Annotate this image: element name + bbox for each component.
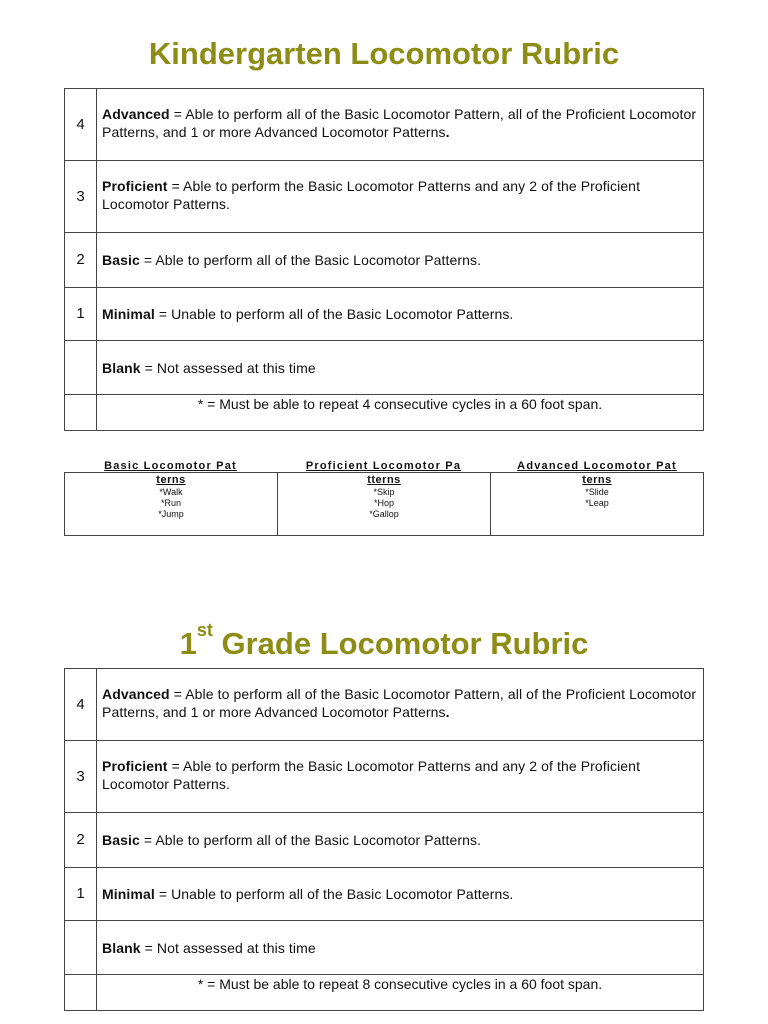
table-row	[65, 813, 704, 868]
table-row	[65, 395, 704, 431]
level-description	[97, 921, 704, 975]
table-row	[65, 288, 704, 341]
list-item: *Run	[160, 498, 181, 508]
level-name: Advanced	[102, 686, 170, 702]
title-superscript: st	[196, 620, 213, 640]
table-row	[65, 868, 704, 921]
score-cell: 3	[65, 161, 97, 233]
level-name: Blank	[102, 359, 141, 376]
table-row	[65, 341, 704, 395]
pattern-heading-proficient-cont: tterns	[367, 474, 401, 486]
table-row	[65, 741, 704, 813]
score-cell-empty	[65, 975, 97, 1011]
table-row	[65, 975, 704, 1011]
level-text: = Able to perform all of the Basic Locomotor Pattern, all of the Proficient Locomotor Patterns, and 1 or more Advanced Locomotor Patterns	[102, 686, 697, 720]
list-item: *Skip	[373, 487, 395, 497]
level-text-end: .	[445, 704, 450, 720]
score-cell: 3	[65, 741, 97, 813]
pattern-heading-proficient: Proficient Locomotor Pa	[305, 460, 462, 472]
score-cell: 4	[65, 89, 97, 161]
footnote: * = Must be able to repeat 4 consecutive cycles in a 60 foot span.	[97, 395, 704, 431]
footnote: * = Must be able to repeat 8 consecutive cycles in a 60 foot span.	[97, 975, 704, 1011]
rubric-table-first-grade	[64, 668, 704, 1011]
level-text: = Able to perform the Basic Locomotor Patterns and any 2 of the Proficient Locomotor Patterns.	[102, 758, 641, 792]
level-description	[97, 288, 704, 341]
level-description	[97, 868, 704, 921]
level-description	[97, 669, 704, 741]
level-description	[97, 341, 704, 395]
score-cell: 1	[65, 288, 97, 341]
level-name: Blank	[102, 939, 141, 956]
list-item: *Walk	[159, 487, 183, 497]
table-row	[65, 921, 704, 975]
pattern-heading-advanced-cont: terns	[582, 474, 612, 486]
pattern-column-advanced	[491, 473, 703, 535]
table-row	[65, 161, 704, 233]
level-text-end: .	[445, 124, 450, 140]
rubric-table-kindergarten	[64, 88, 704, 431]
locomotor-patterns-table	[64, 472, 704, 536]
level-text: = Unable to perform all of the Basic Locomotor Patterns.	[154, 886, 514, 902]
score-cell: 2	[65, 233, 97, 288]
pattern-column-proficient	[278, 473, 491, 535]
table-row	[65, 669, 704, 741]
title-rest: Grade Locomotor Rubric	[212, 626, 589, 661]
level-description	[97, 161, 704, 233]
table-row	[65, 233, 704, 288]
score-cell	[65, 341, 97, 395]
level-text: = Able to perform all of the Basic Locomotor Patterns.	[139, 252, 482, 268]
level-name: Proficient	[102, 178, 168, 194]
level-name: Advanced	[102, 106, 170, 122]
pattern-column-basic	[65, 473, 278, 535]
list-item: *Hop	[373, 498, 394, 508]
list-item: *Slide	[585, 487, 609, 497]
table-row	[65, 89, 704, 161]
score-cell: 4	[65, 669, 97, 741]
level-text: = Not assessed at this time	[140, 939, 316, 956]
level-name: Proficient	[102, 758, 168, 774]
level-text: = Able to perform the Basic Locomotor Patterns and any 2 of the Proficient Locomotor Patterns.	[102, 178, 641, 212]
level-name: Minimal	[102, 306, 155, 322]
level-description	[97, 89, 704, 161]
score-cell: 1	[65, 868, 97, 921]
level-name: Basic	[102, 252, 140, 268]
list-item: *Leap	[585, 498, 609, 508]
pattern-heading-advanced: Advanced Locomotor Pat	[517, 460, 677, 472]
level-text: = Able to perform all of the Basic Locomotor Patterns.	[139, 832, 482, 848]
title-number: 1	[179, 626, 197, 661]
page-title-first-grade	[0, 620, 768, 662]
score-cell: 2	[65, 813, 97, 868]
level-text: = Not assessed at this time	[140, 359, 316, 376]
level-description	[97, 813, 704, 868]
list-item: *Jump	[158, 509, 184, 519]
level-name: Basic	[102, 832, 140, 848]
level-name: Minimal	[102, 886, 155, 902]
list-item: *Gallop	[369, 509, 399, 519]
pattern-heading-basic: Basic Locomotor Pat	[104, 460, 237, 472]
level-text: = Able to perform all of the Basic Locomotor Pattern, all of the Proficient Locomotor Patterns, and 1 or more Advanced Locomotor Patterns	[102, 106, 697, 140]
level-description	[97, 233, 704, 288]
level-description	[97, 741, 704, 813]
level-text: = Unable to perform all of the Basic Locomotor Patterns.	[154, 306, 514, 322]
score-cell	[65, 921, 97, 975]
score-cell-empty	[65, 395, 97, 431]
page-title-kindergarten: Kindergarten Locomotor Rubric	[148, 36, 620, 71]
pattern-heading-basic-cont: terns	[156, 474, 186, 486]
